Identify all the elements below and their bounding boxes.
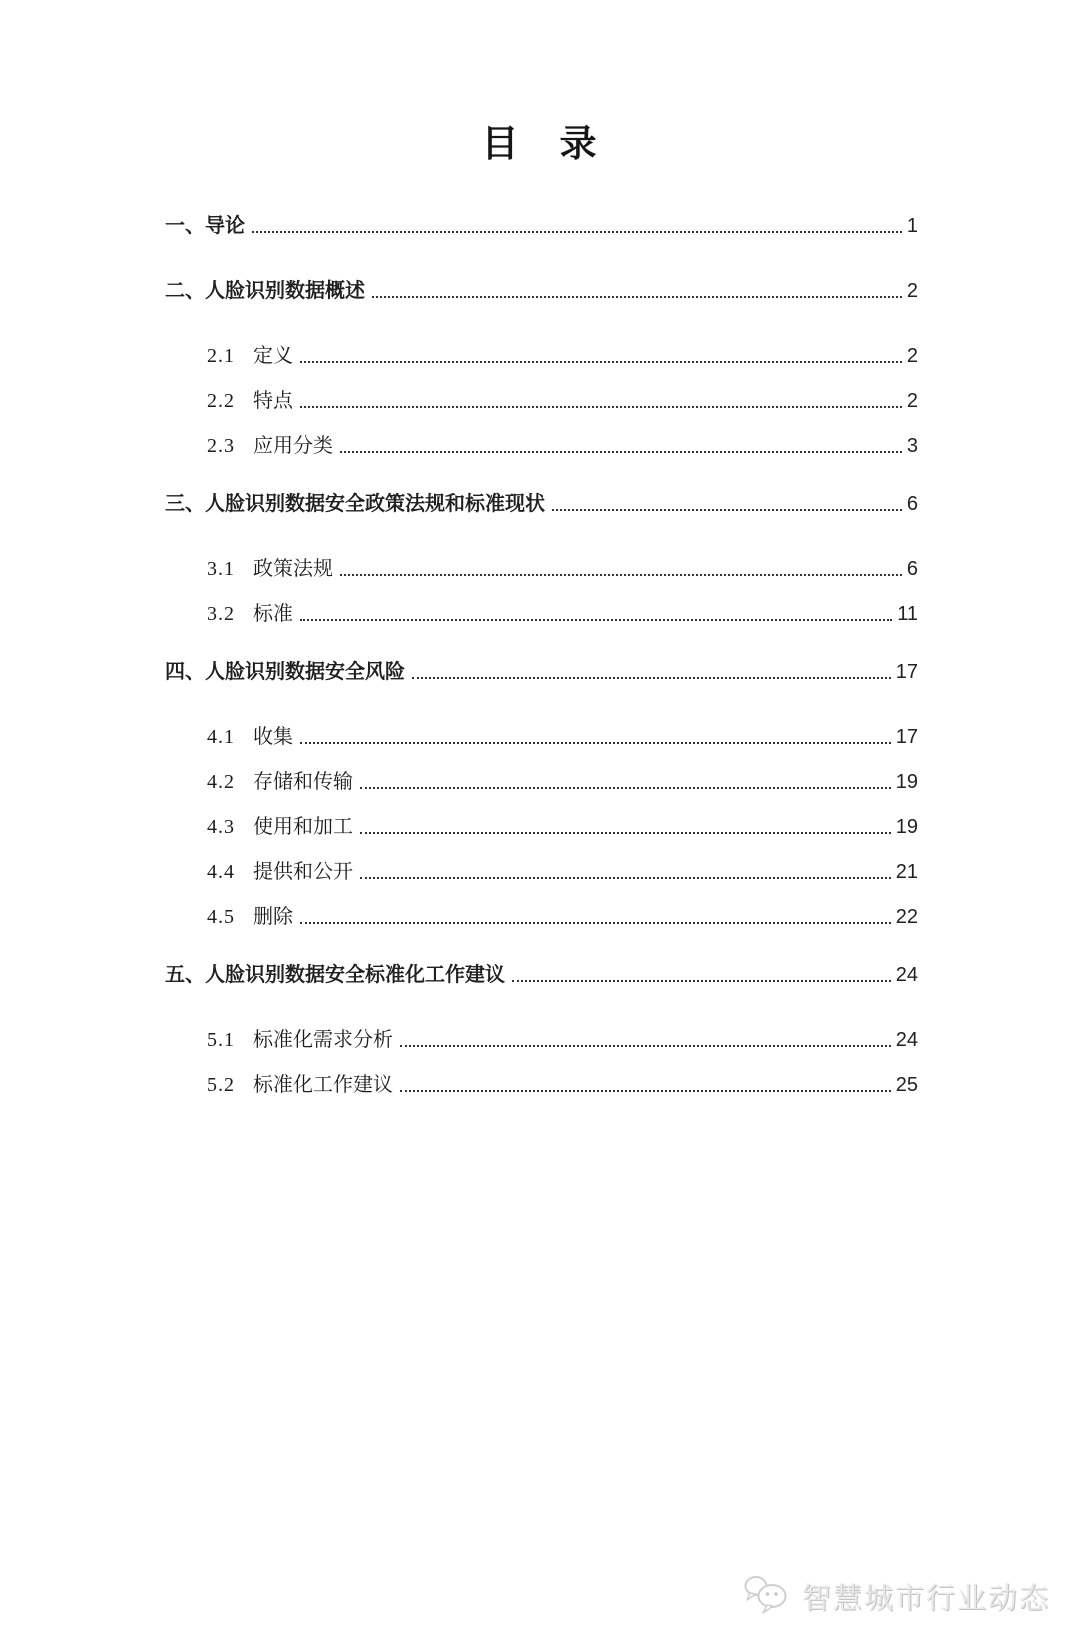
- toc-entry[interactable]: [165, 492, 918, 516]
- toc-entry-number: 二、: [165, 280, 205, 302]
- toc-entry-number: 三、: [165, 493, 205, 515]
- toc-entry[interactable]: [165, 815, 918, 839]
- toc-entry-number: 2.3: [207, 435, 235, 457]
- toc-entry-title: 人脸识别数据概述: [205, 280, 365, 302]
- toc-entry-page: 3: [906, 435, 918, 457]
- toc-entry[interactable]: [165, 770, 918, 794]
- toc-entry-number: 4.1: [207, 726, 235, 748]
- toc-entry-title: 人脸识别数据安全标准化工作建议: [205, 964, 505, 986]
- toc-entry-title: 删除: [253, 906, 293, 928]
- dotted-leader: [412, 677, 891, 679]
- toc-page: [0, 122, 1080, 1615]
- dotted-leader: [340, 574, 902, 576]
- toc-entry[interactable]: [165, 660, 918, 684]
- dotted-leader: [340, 451, 902, 453]
- toc-entry-page: 22: [895, 906, 918, 928]
- dotted-leader: [360, 832, 891, 834]
- toc-entry-page: 19: [895, 816, 918, 838]
- toc-entry-page: 17: [895, 661, 918, 683]
- dotted-leader: [360, 877, 891, 879]
- dotted-leader: [400, 1045, 891, 1047]
- dotted-leader: [400, 1090, 891, 1092]
- toc-entry[interactable]: [165, 602, 918, 626]
- toc-entry-title: 标准化工作建议: [253, 1074, 393, 1096]
- toc-entry-page: 1: [906, 215, 918, 237]
- toc-entry-title: 应用分类: [253, 435, 333, 457]
- dotted-leader: [300, 619, 892, 621]
- toc-entry[interactable]: [165, 214, 918, 238]
- dotted-leader: [512, 980, 891, 982]
- toc-entry[interactable]: [165, 279, 918, 303]
- toc-entry-title: 标准化需求分析: [253, 1029, 393, 1051]
- toc-entry-title: 标准: [253, 603, 293, 625]
- toc-entry-number: 一、: [165, 215, 205, 237]
- page-title: 目 录: [481, 123, 599, 164]
- toc-entry-number: 3.1: [207, 558, 235, 580]
- toc-entry[interactable]: [165, 1073, 918, 1097]
- toc-entry-number: 2.2: [207, 390, 235, 412]
- toc-entry-number: 5.2: [207, 1074, 235, 1096]
- toc-entry-page: 6: [906, 493, 918, 515]
- toc-entry-title: 特点: [253, 390, 293, 412]
- toc-entry-number: 四、: [165, 661, 205, 683]
- toc-entry-title: 存储和传输: [253, 771, 353, 793]
- toc-entry-title: 人脸识别数据安全政策法规和标准现状: [205, 493, 545, 515]
- toc-entry-page: 25: [895, 1074, 918, 1096]
- toc-entry-page: 19: [895, 771, 918, 793]
- toc-entry-title: 人脸识别数据安全风险: [205, 661, 405, 683]
- toc-entry-number: 4.5: [207, 906, 235, 928]
- toc-entry-page: 21: [895, 861, 918, 883]
- toc-entry-title: 收集: [253, 726, 293, 748]
- toc-entry-page: 2: [906, 280, 918, 302]
- dotted-leader: [300, 406, 902, 408]
- toc-entry[interactable]: [165, 557, 918, 581]
- toc-entry-title: 导论: [205, 215, 245, 237]
- toc-entry[interactable]: [165, 963, 918, 987]
- watermark: [742, 1574, 1050, 1618]
- toc-entry-page: 11: [897, 603, 918, 625]
- toc-entry[interactable]: [165, 389, 918, 413]
- toc-entry-page: 2: [906, 345, 918, 367]
- toc-entry[interactable]: [165, 434, 918, 458]
- toc-entry-title: 提供和公开: [253, 861, 353, 883]
- toc-entry[interactable]: [165, 344, 918, 368]
- dotted-leader: [300, 742, 891, 744]
- toc-entry-page: 2: [906, 390, 918, 412]
- toc-entry-number: 5.1: [207, 1029, 235, 1051]
- toc-entry-number: 3.2: [207, 603, 235, 625]
- toc-entry[interactable]: [165, 860, 918, 884]
- watermark-text: 智慧城市行业动态: [801, 1582, 1050, 1615]
- toc-entry-number: 4.2: [207, 771, 235, 793]
- toc-entry-title: 使用和加工: [253, 816, 353, 838]
- toc-entry-number: 4.4: [207, 861, 235, 883]
- dotted-leader: [360, 787, 891, 789]
- toc-entry-number: 2.1: [207, 345, 235, 367]
- dotted-leader: [300, 922, 891, 924]
- toc-entry-page: 24: [895, 1029, 918, 1051]
- toc-entry[interactable]: [165, 905, 918, 929]
- dotted-leader: [252, 231, 902, 233]
- toc-entry-title: 定义: [253, 345, 293, 367]
- toc-entry-page: 17: [895, 726, 918, 748]
- wechat-icon: [742, 1574, 792, 1618]
- toc-entry[interactable]: [165, 725, 918, 749]
- toc-entry-number: 五、: [165, 964, 205, 986]
- toc-entry-number: 4.3: [207, 816, 235, 838]
- table-of-contents: [165, 214, 918, 1097]
- dotted-leader: [552, 509, 902, 511]
- dotted-leader: [372, 296, 902, 298]
- dotted-leader: [300, 361, 902, 363]
- toc-entry-title: 政策法规: [253, 558, 333, 580]
- toc-entry[interactable]: [165, 1028, 918, 1052]
- toc-entry-page: 6: [906, 558, 918, 580]
- toc-entry-page: 24: [895, 964, 918, 986]
